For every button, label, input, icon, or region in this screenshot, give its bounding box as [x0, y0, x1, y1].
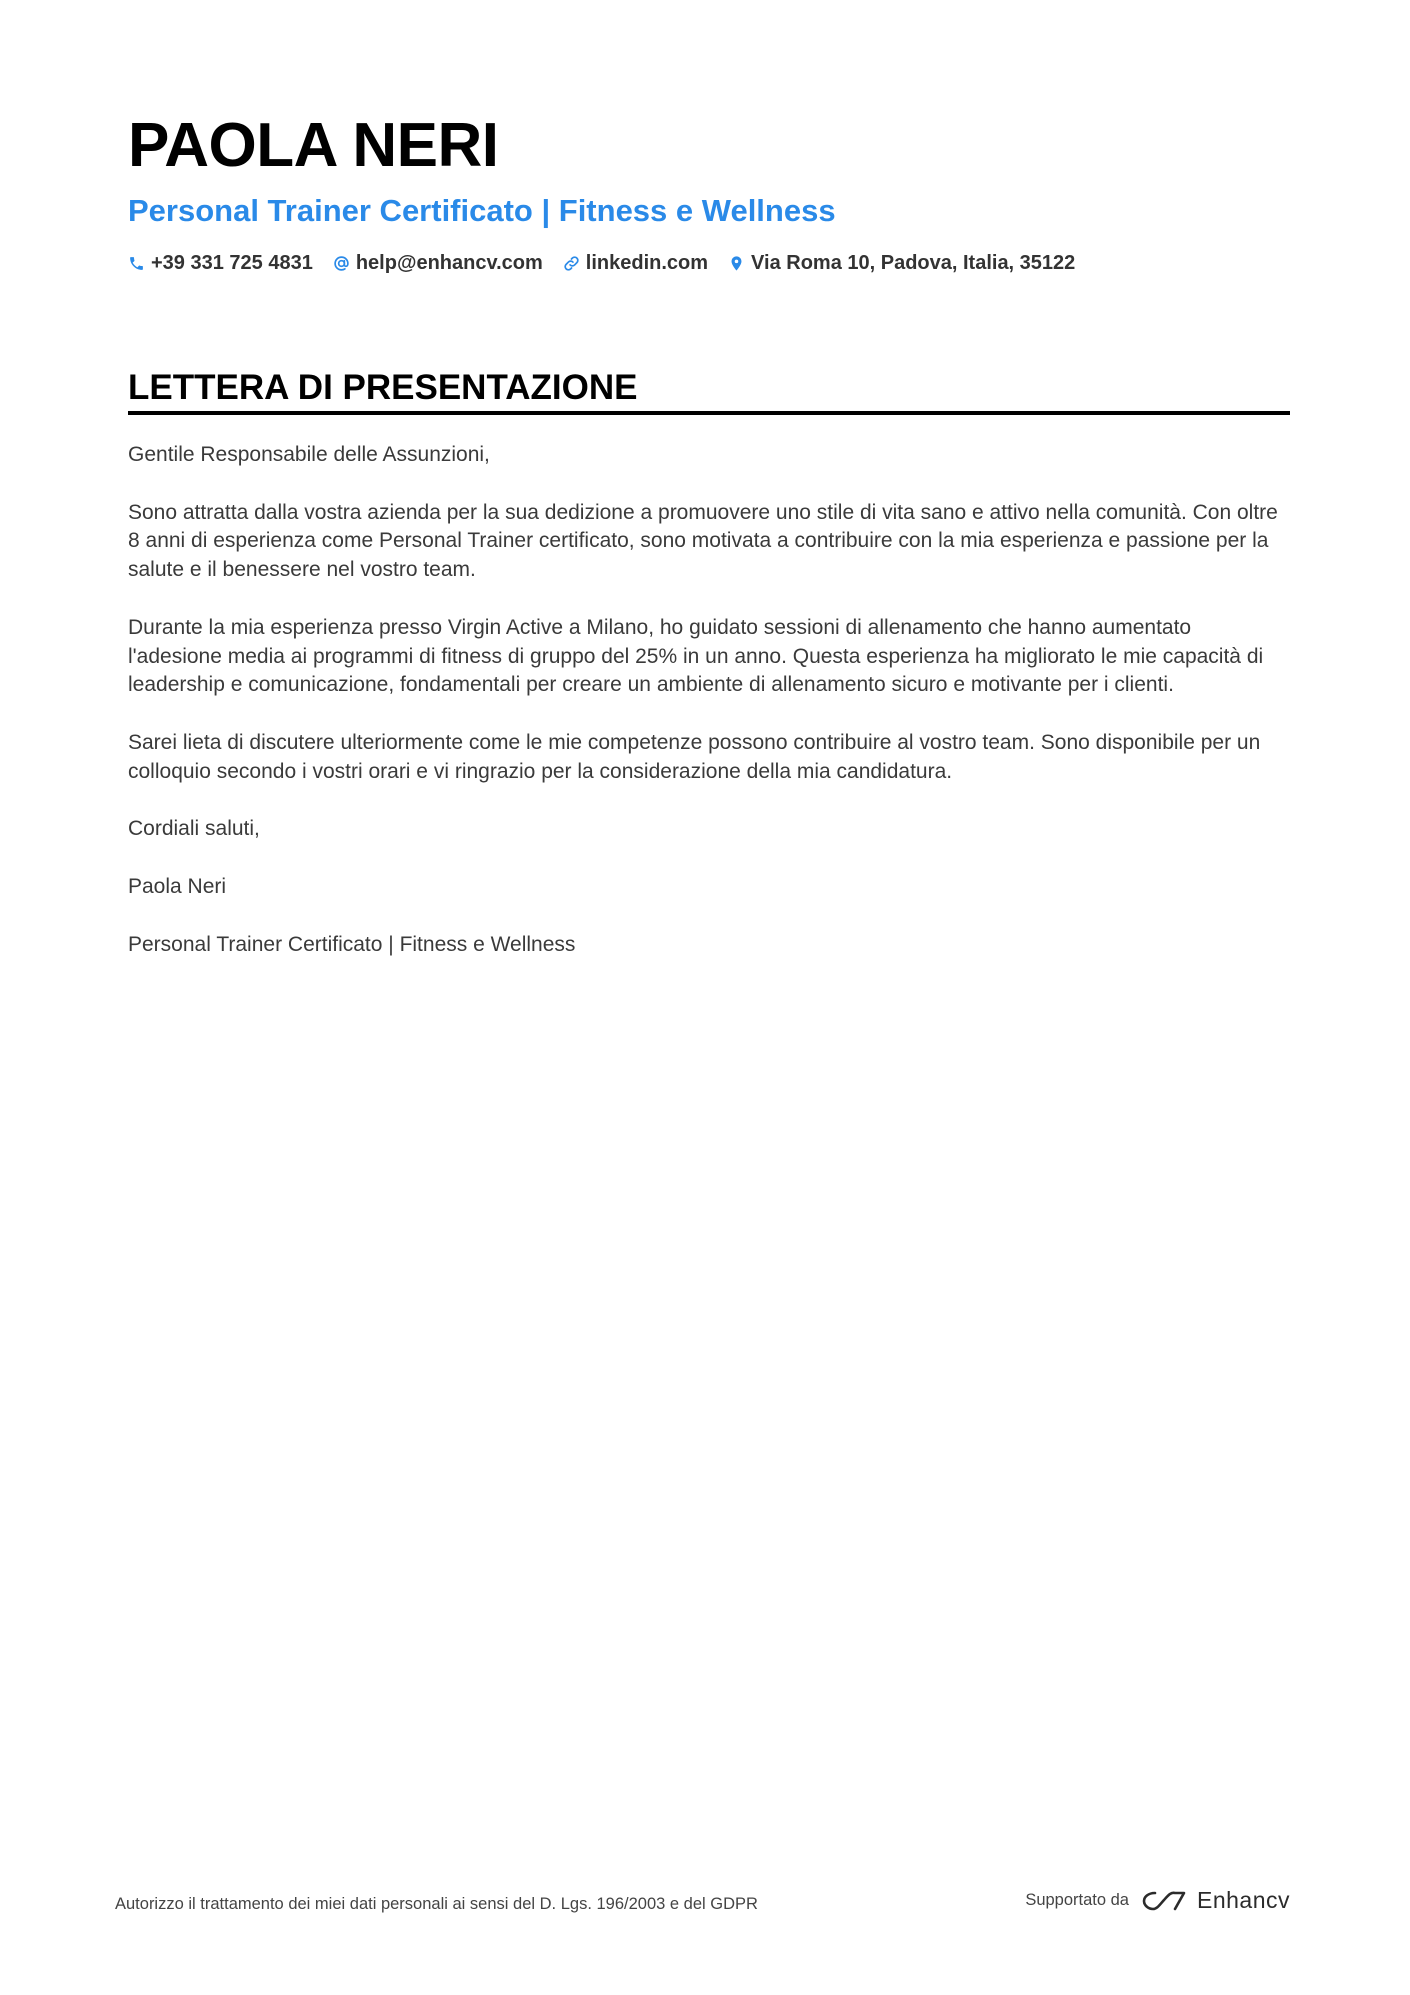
supported-by-label: Supportato da [1025, 1891, 1129, 1909]
powered-by[interactable] [1025, 1887, 1290, 1914]
section-divider [128, 411, 1290, 415]
location-pin-icon [728, 255, 745, 272]
candidate-title: Personal Trainer Certificato | Fitness e Wellness [128, 193, 836, 228]
signature-name: Paola Neri [128, 874, 227, 898]
contact-email [333, 252, 543, 275]
email-address[interactable]: help@enhancv.com [355, 252, 543, 274]
phone-icon [128, 255, 145, 272]
candidate-name: PAOLA NERI [128, 111, 499, 180]
letter-body [128, 441, 1290, 988]
enhancv-logo-icon [1141, 1888, 1187, 1914]
section-title: LETTERA DI PRESENTAZIONE [128, 368, 638, 407]
contact-bar [128, 252, 1095, 275]
contact-linkedin [563, 252, 708, 275]
contact-address [728, 252, 1075, 275]
signature-title: Personal Trainer Certificato | Fitness e Wellness [128, 932, 576, 956]
letter-paragraph-2: Durante la mia esperienza presso Virgin Active a Milano, ho guidato sessioni di allenamento che hanno aumentato l'adesione media ai programmi di fitness di gruppo del 25% in un anno. Questa esperienza ha migliorato le mie capacità di leadership e comunicazione, fondamentali per creare un ambiente di allenamento sicuro e motivante per i clienti. [128, 615, 1264, 697]
at-icon [333, 255, 350, 272]
letter-paragraph-3: Sarei lieta di discutere ulteriormente come le mie competenze possono contribuire al vostro team. Sono disponibile per un colloquio secondo i vostri orari e vi ringrazio per la considerazione della mia candidatura. [128, 730, 1261, 783]
contact-phone [128, 252, 313, 275]
link-icon [563, 255, 580, 272]
address-text: Via Roma 10, Padova, Italia, 35122 [751, 252, 1076, 274]
letter-greeting: Gentile Responsabile delle Assunzioni, [128, 443, 490, 466]
letter-paragraph-1: Sono attratta dalla vostra azienda per la sua dedizione a promuovere uno stile di vita sano e attivo nella comunità. Con oltre 8 anni di esperienza come Personal Trainer certificato, sono motivata a contribuire con la mia esperienza e passione per la salute e il benessere nel vostro team. [128, 500, 1278, 582]
letter-closing: Cordiali saluti, [128, 817, 260, 841]
brand-name: Enhancv [1196, 1887, 1290, 1913]
consent-text: Autorizzo il trattamento dei miei dati personali ai sensi del D. Lgs. 196/2003 e del GDPR [115, 1895, 758, 1913]
linkedin-link[interactable]: linkedin.com [585, 252, 709, 274]
phone-number: +39 331 725 4831 [151, 252, 313, 274]
